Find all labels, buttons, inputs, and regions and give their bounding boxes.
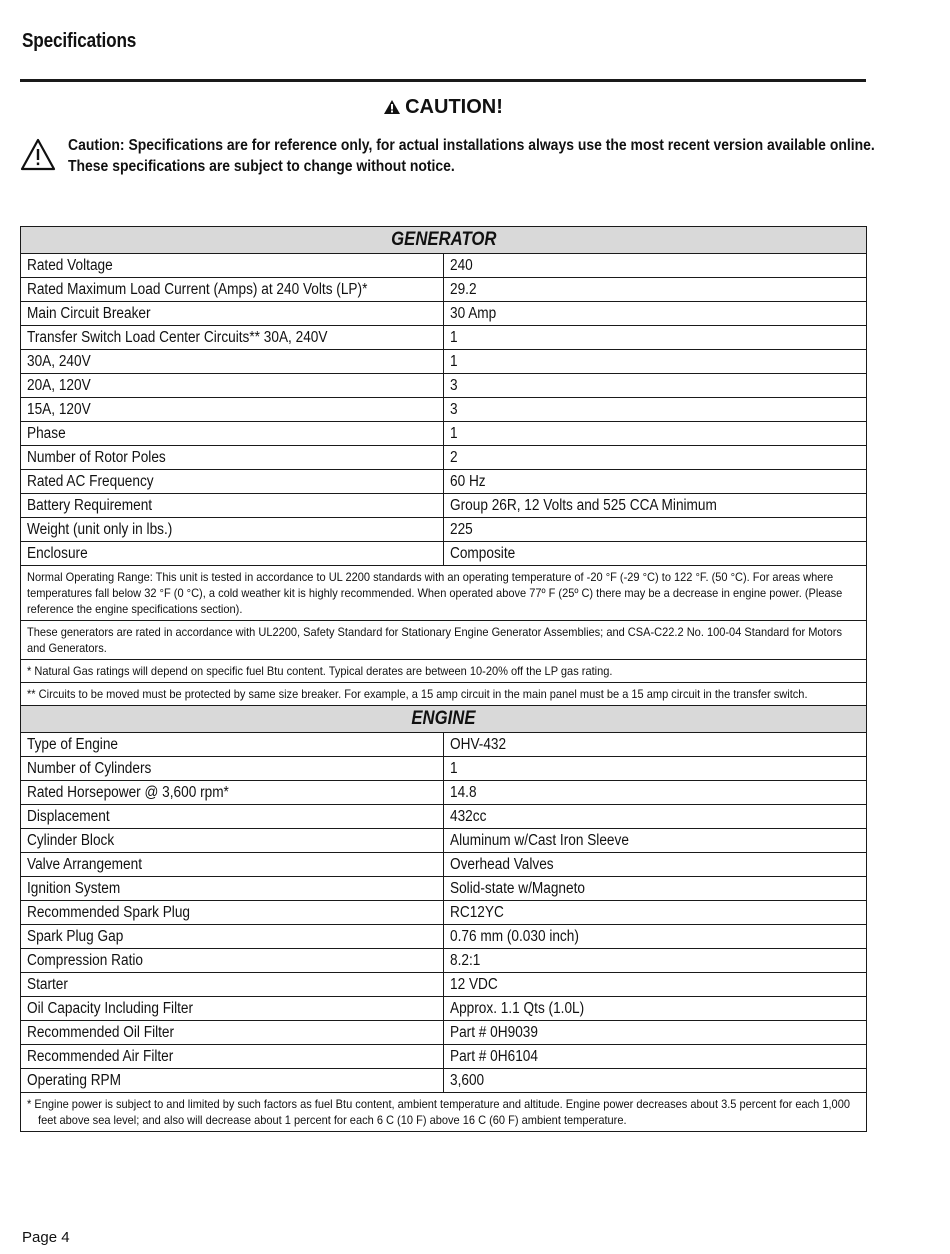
row-label: Compression Ratio	[27, 951, 143, 969]
caution-triangle-icon	[20, 138, 56, 176]
table-row	[21, 422, 867, 446]
table-row	[21, 398, 867, 422]
row-label: Enclosure	[27, 544, 88, 562]
title-divider	[20, 79, 866, 82]
row-label: Transfer Switch Load Center Circuits** 30A, 240V	[27, 328, 328, 346]
row-label: Valve Arrangement	[27, 855, 143, 873]
row-label: 30A, 240V	[27, 352, 91, 370]
page-title: Specifications	[22, 30, 137, 52]
row-label: Rated Horsepower @ 3,600 rpm*	[27, 783, 229, 801]
table-row	[21, 254, 867, 278]
table-row	[21, 973, 867, 997]
row-label: Spark Plug Gap	[27, 927, 124, 945]
table-row	[21, 470, 867, 494]
table-row	[21, 877, 867, 901]
row-value: 14.8	[450, 783, 477, 801]
table-row	[21, 1045, 867, 1069]
table-row	[21, 542, 867, 566]
row-value: 60 Hz	[450, 472, 486, 490]
generator-note-row	[21, 621, 867, 660]
row-value: 2	[450, 448, 458, 466]
row-value: 1	[450, 424, 458, 442]
engine-heading: ENGINE	[411, 708, 476, 729]
generator-section-header	[21, 227, 867, 254]
row-value: 3	[450, 400, 458, 418]
row-label: Battery Requirement	[27, 496, 153, 514]
row-label: Main Circuit Breaker	[27, 304, 151, 322]
row-label: Weight (unit only in lbs.)	[27, 520, 173, 538]
row-label: Displacement	[27, 807, 110, 825]
row-value: Aluminum w/Cast Iron Sleeve	[450, 831, 629, 849]
note-text: Normal Operating Range: This unit is tested in accordance to UL 2200 standards with an operating temperature of -20 °F (-29 °C) to 122 °F. (50 °C). For areas where temperatures fall below 32 °F (0 °C), a cold weather kit is highly recommended. When operated above 77º F (25º C) there may be a decrease in engine power. (Please reference the engine specifications section).	[27, 570, 843, 616]
note-text: ** Circuits to be moved must be protected by same size breaker. For example, a 15 amp circuit in the main panel must be a 15 amp circuit in the transfer switch.	[27, 687, 808, 701]
caution-heading	[0, 96, 886, 121]
row-value: 12 VDC	[450, 975, 498, 993]
table-row	[21, 1021, 867, 1045]
row-label: Type of Engine	[27, 735, 119, 753]
caution-message	[68, 135, 875, 177]
row-value: Group 26R, 12 Volts and 525 CCA Minimum	[450, 496, 717, 514]
table-row	[21, 518, 867, 542]
spec-table	[20, 226, 867, 1132]
row-label: Ignition System	[27, 879, 121, 897]
row-value: 432cc	[450, 807, 487, 825]
table-row	[21, 853, 867, 877]
caution-line: Caution: Specifications are for reference only, for actual installations always use the most recent version available online.	[68, 137, 875, 154]
engine-section-header	[21, 706, 867, 733]
row-label: Phase	[27, 424, 66, 442]
generator-heading: GENERATOR	[390, 229, 497, 250]
table-row	[21, 733, 867, 757]
table-row	[21, 446, 867, 470]
row-value: 1	[450, 759, 458, 777]
table-row	[21, 781, 867, 805]
row-label: Recommended Oil Filter	[27, 1023, 175, 1041]
row-value: 240	[450, 256, 473, 274]
table-row	[21, 757, 867, 781]
note-text: These generators are rated in accordance with UL2200, Safety Standard for Stationary Engine Generator Assemblies; and CSA-C22.2 No. 100-04 Standard for Motors and Generators.	[27, 625, 842, 655]
row-value: 30 Amp	[450, 304, 497, 322]
row-label: Rated Voltage	[27, 256, 113, 274]
table-row	[21, 901, 867, 925]
warning-icon	[383, 98, 401, 121]
note-text: * Natural Gas ratings will depend on specific fuel Btu content. Typical derates are between 10-20% off the LP gas rating.	[27, 664, 613, 678]
generator-note-row	[21, 660, 867, 683]
table-row	[21, 1069, 867, 1093]
row-label: Operating RPM	[27, 1071, 122, 1089]
caution-line: These specifications are subject to change without notice.	[68, 158, 455, 175]
table-row	[21, 997, 867, 1021]
row-label: Recommended Spark Plug	[27, 903, 191, 921]
table-row	[21, 278, 867, 302]
row-value: Overhead Valves	[450, 855, 554, 873]
table-row	[21, 494, 867, 518]
row-value: Part # 0H9039	[450, 1023, 538, 1041]
row-value: Approx. 1.1 Qts (1.0L)	[450, 999, 585, 1017]
page-number: Page 4	[22, 1229, 70, 1246]
row-value: 225	[450, 520, 473, 538]
row-label: Oil Capacity Including Filter	[27, 999, 194, 1017]
row-value: 3,600	[450, 1071, 485, 1089]
table-row	[21, 326, 867, 350]
table-row	[21, 374, 867, 398]
row-value: 0.76 mm (0.030 inch)	[450, 927, 579, 945]
row-value: 1	[450, 328, 458, 346]
row-label: Rated AC Frequency	[27, 472, 154, 490]
table-row	[21, 805, 867, 829]
row-value: Part # 0H6104	[450, 1047, 538, 1065]
row-value: 29.2	[450, 280, 477, 298]
row-value: Composite	[450, 544, 516, 562]
row-value: 3	[450, 376, 458, 394]
row-value: Solid-state w/Magneto	[450, 879, 585, 897]
caution-heading-text: CAUTION!	[405, 96, 503, 118]
table-row	[21, 302, 867, 326]
row-label: Number of Cylinders	[27, 759, 152, 777]
generator-note-row	[21, 566, 867, 621]
note-text: * Engine power is subject to and limited by such factors as fuel Btu content, ambient temperature and altitude. Engine power decreases about 3.5 percent for each 1,000 feet above sea level; and also will decrease about 1 percent for each 6 C (10 F) above 16 C (60 F) ambient temperature.	[27, 1097, 850, 1127]
table-row	[21, 829, 867, 853]
generator-note-row	[21, 683, 867, 706]
engine-note-row	[21, 1093, 867, 1132]
row-label: Number of Rotor Poles	[27, 448, 166, 466]
table-row	[21, 925, 867, 949]
row-value: 8.2:1	[450, 951, 481, 969]
row-label: Rated Maximum Load Current (Amps) at 240 Volts (LP)*	[27, 280, 368, 298]
table-row	[21, 949, 867, 973]
row-label: Starter	[27, 975, 68, 993]
row-label: Cylinder Block	[27, 831, 115, 849]
table-row	[21, 350, 867, 374]
row-value: 1	[450, 352, 458, 370]
row-label: Recommended Air Filter	[27, 1047, 174, 1065]
row-label: 15A, 120V	[27, 400, 91, 418]
row-value: RC12YC	[450, 903, 504, 921]
row-label: 20A, 120V	[27, 376, 91, 394]
row-value: OHV-432	[450, 735, 507, 753]
